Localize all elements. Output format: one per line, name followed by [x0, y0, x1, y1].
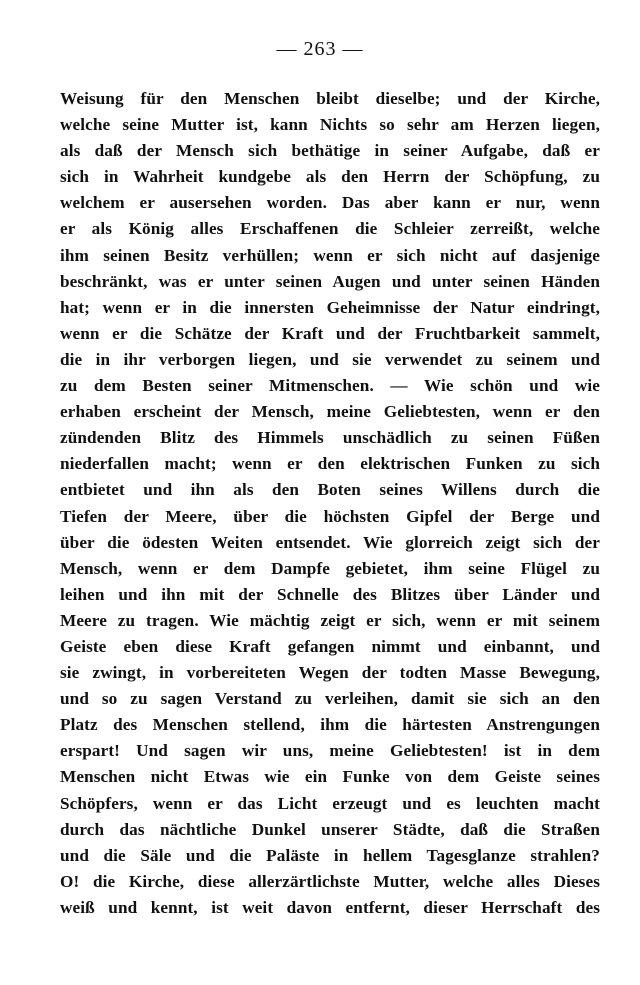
text-line: zündenden Blitz des Himmels unschädlich zu seinen Füßen [60, 428, 600, 448]
text-line: durch das nächtliche Dunkel unserer Städte, daß die Straßen [60, 819, 600, 839]
text-line: Platz des Menschen stellend, ihm die härtesten Anstrengungen [60, 715, 600, 735]
text-line: niederfallen macht; wenn er den elektrischen Funken zu sich [60, 454, 600, 474]
text-line: wenn er die Schätze der Kraft und der Fruchtbarkeit sammelt, [60, 323, 600, 343]
text-line: zu dem Besten seiner Mitmenschen. — Wie schön und wie [60, 376, 600, 396]
text-line: ihm seinen Besitz verhüllen; wenn er sich nicht auf dasjenige [60, 245, 600, 265]
text-line: Meere zu tragen. Wie mächtig zeigt er sich, wenn er mit seinem [60, 610, 600, 630]
text-line: und so zu sagen Verstand zu verleihen, damit sie sich an den [60, 689, 600, 709]
text-line: Weisung für den Menschen bleibt dieselbe; und der Kirche, [60, 89, 600, 108]
text-line: Tiefen der Meere, über die höchsten Gipfel der Berge und [60, 506, 600, 526]
text-line: Menschen nicht Etwas wie ein Funke von dem Geiste seines [60, 767, 600, 787]
text-line: erhaben erscheint der Mensch, meine Geliebtesten, wenn er den [60, 402, 600, 422]
text-line: welchem er ausersehen worden. Das aber kann er nur, wenn [60, 193, 600, 213]
text-line: als daß der Mensch sich bethätige in seiner Aufgabe, daß er [60, 141, 600, 161]
text-line: die in ihr verborgen liegen, und sie verwendet zu seinem und [60, 349, 600, 369]
text-line: sich in Wahrheit kundgebe als den Herrn der Schöpfung, zu [60, 167, 600, 187]
text-line: erspart! Und sagen wir uns, meine Geliebtesten! ist in dem [60, 741, 600, 761]
text-line: entbietet und ihn als den Boten seines Willens durch die [60, 480, 600, 500]
text-line: und die Säle und die Paläste in hellem Tagesglanze strahlen? [60, 845, 600, 865]
text-line: welche seine Mutter ist, kann Nichts so sehr am Herzen liegen, [60, 115, 600, 135]
text-line: er als König alles Erschaffenen die Schleier zerreißt, welche [60, 219, 600, 239]
text-line: Mensch, wenn er dem Dampfe gebietet, ihm seine Flügel zu [60, 558, 600, 578]
text-line: über die ödesten Weiten entsendet. Wie glorreich zeigt sich der [60, 532, 600, 552]
text-line: hat; wenn er in die innersten Geheimnisse der Natur eindringt, [60, 297, 600, 317]
text-line: Schöpfers, wenn er das Licht erzeugt und es leuchten macht [60, 793, 600, 813]
text-line: sie zwingt, in vorbereiteten Wegen der todten Masse Bewegung, [60, 663, 600, 683]
text-line: leihen und ihn mit der Schnelle des Blitzes über Länder und [60, 584, 600, 604]
page-number-header: — 263 — [276, 38, 364, 60]
text-line: O! die Kirche, diese allerzärtlichste Mutter, welche alles Dieses [60, 871, 600, 891]
text-line: Geiste eben diese Kraft gefangen nimmt und einbannt, und [60, 636, 600, 656]
text-line: beschränkt, was er unter seinen Augen und unter seinen Händen [60, 271, 600, 291]
text-line: weiß und kennt, ist weit davon entfernt, dieser Herrschaft des [60, 897, 600, 917]
body-text [60, 86, 600, 921]
